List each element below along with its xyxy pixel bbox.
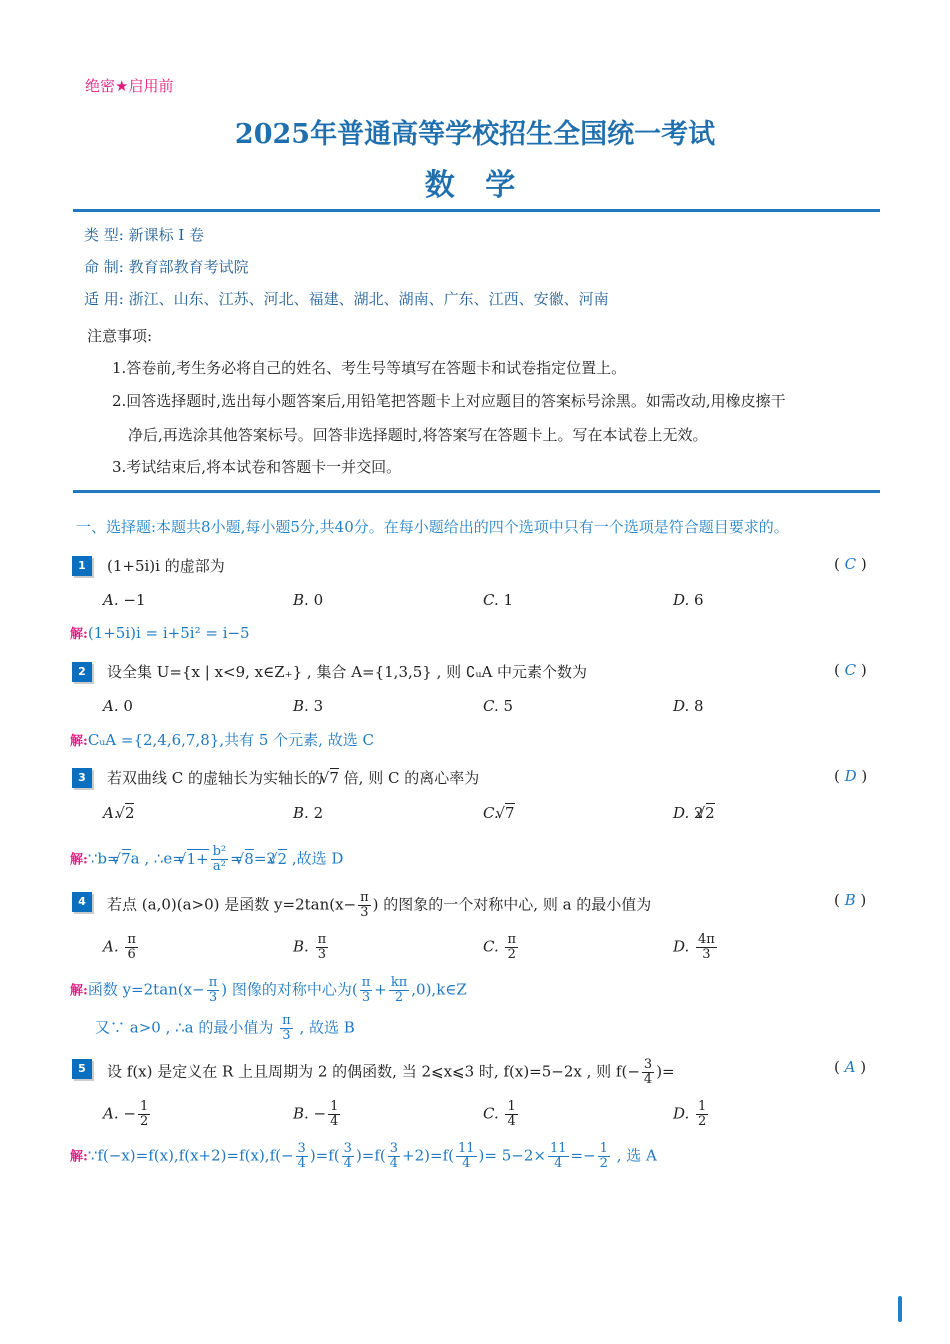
fraction (505, 933, 518, 962)
square-root: √ 7 (330, 768, 339, 787)
bracket-open: ( (834, 661, 845, 679)
math-text: ) 图像的对称中心为( (221, 980, 358, 999)
option-label: C. (483, 591, 504, 609)
numerator: π (507, 932, 517, 947)
math-text: CᵤA ={2,4,6,7,8},共有 5 个元素, 故选 C (87, 731, 374, 749)
option-label: A. − (103, 1104, 136, 1123)
numerator: π (360, 890, 369, 905)
square-root: √ 7 (505, 803, 514, 822)
numerator: 4π (698, 932, 715, 947)
square-root: √ 2 (278, 849, 287, 868)
bracket-open: ( (834, 1058, 845, 1076)
square-root: √ 8 (245, 849, 254, 868)
fraction (548, 1142, 569, 1171)
math-text: = (230, 849, 243, 868)
subject-title: 数 学 (424, 168, 526, 203)
denominator: 3 (702, 947, 711, 962)
numerator: 3 (389, 1141, 399, 1156)
math-text: 又∵ a>0 , ∴a 的最小值为 (95, 1018, 279, 1037)
fraction (388, 1142, 400, 1171)
option-label: D. (673, 804, 695, 822)
square-root: √ 2 (125, 803, 134, 822)
denominator: 3 (208, 990, 218, 1005)
notes-heading: 注意事项: (87, 327, 153, 345)
numerator: 11 (457, 1141, 475, 1156)
fraction (207, 976, 220, 1005)
numerator: π (127, 932, 136, 947)
answer-bracket (834, 1058, 866, 1076)
square-root: √ 1+ (187, 849, 209, 868)
answer-letter: D (844, 767, 857, 785)
option-d (673, 697, 704, 715)
answer-letter: B (844, 891, 856, 909)
page-mark (898, 1296, 902, 1322)
answer-bracket (834, 555, 867, 573)
paper-scope: 适 用: 浙江、山东、江苏、河北、福建、湖北、湖南、广东、江西、安徽、河南 (84, 290, 609, 308)
option-label: C. (483, 804, 504, 822)
question-stem (107, 891, 651, 920)
math-text: (1+5i)i 的虚部为 (107, 557, 225, 575)
solution-line (70, 976, 467, 1005)
fraction (505, 1100, 517, 1129)
option-d (673, 591, 704, 609)
math-text: 3 (313, 697, 324, 715)
option-label: B. (293, 804, 314, 822)
fraction (296, 1142, 308, 1171)
solution-label: 解: (70, 1149, 88, 1165)
option-a (103, 804, 134, 822)
math-text: 倍, 则 C 的离心率为 (338, 769, 480, 787)
section-heading: 一、选择题:本题共8小题,每小题5分,共40分。在每小题给出的四个选项中只有一个选项是符合题目要求的。 (76, 518, 789, 536)
math-text: 8 (694, 697, 704, 715)
numerator: 1 (698, 1099, 707, 1114)
denominator: 6 (127, 947, 136, 962)
note-item: 1.答卷前,考生务必将自己的姓名、考生号等填写在答题卡和试卷指定位置上。 (112, 359, 627, 377)
numerator: kπ (390, 975, 408, 990)
fraction (328, 1100, 340, 1129)
option-a (103, 591, 146, 609)
option-b (293, 591, 323, 609)
confidential-label: 绝密★启用前 (85, 77, 174, 95)
note-item: 净后,再选涂其他答案标号。回答非选择题时,将答案写在答题卡上。写在本试卷上无效。 (128, 426, 708, 444)
numerator: π (361, 975, 371, 990)
option-c (483, 591, 513, 609)
fraction (211, 845, 229, 874)
paper-type: 类 型: 新课标 I 卷 (84, 226, 205, 244)
solution-label: 解: (70, 734, 88, 749)
math-text: )=f( (355, 1146, 386, 1165)
math-text: 设 f(x) 是定义在 R 上且周期为 2 的偶函数, 当 2⩽x⩽3 时, f(x)=5−2x , 则 f(− (107, 1062, 640, 1081)
option-d (673, 1100, 710, 1129)
option-label: A. (103, 697, 124, 715)
question-stem (107, 767, 479, 788)
option-b (293, 804, 323, 822)
question-number-badge: 2 (72, 662, 92, 682)
question-number-badge: 4 (72, 892, 92, 912)
math-text: + (374, 980, 387, 999)
denominator: 4 (343, 1156, 352, 1171)
solution-label: 解: (70, 852, 88, 868)
bracket-close: ) (856, 767, 868, 785)
solution-line (70, 845, 343, 874)
fraction (138, 1100, 150, 1129)
denominator: 2 (507, 947, 516, 962)
option-label: D. (673, 1104, 695, 1123)
answer-letter: A (844, 1058, 856, 1076)
option-b (293, 933, 330, 962)
answer-bracket (834, 767, 867, 785)
option-c (483, 697, 513, 715)
bracket-close: ) (855, 1058, 867, 1076)
denominator: 2 (698, 1114, 707, 1129)
denominator: 2 (394, 990, 404, 1005)
math-text: ∵b= (87, 849, 120, 868)
math-text: 若点 (a,0)(a>0) 是函数 y=2tan(x− (107, 895, 357, 914)
numerator: 1 (330, 1099, 339, 1114)
denominator: 4 (297, 1156, 306, 1171)
option-b (293, 1100, 342, 1129)
bracket-close: ) (856, 555, 867, 573)
solution-label: 解: (70, 983, 88, 999)
fraction (642, 1058, 654, 1087)
option-label: D. (673, 591, 695, 609)
math-text: =− (570, 1146, 596, 1165)
math-text: ) 的图象的一个对称中心, 则 a 的最小值为 (372, 895, 652, 914)
exam-title: 2025年普通高等学校招生全国统一考试 (234, 119, 716, 150)
option-a (103, 697, 133, 715)
fraction (598, 1142, 610, 1171)
numerator: 3 (343, 1141, 352, 1156)
fraction (280, 1014, 293, 1043)
fraction (316, 933, 329, 962)
math-text: +2)=f( (402, 1146, 454, 1165)
bracket-close: ) (856, 661, 867, 679)
note-item: 3.考试结束后,将本试卷和答题卡一并交回。 (112, 458, 402, 476)
answer-bracket (834, 661, 867, 679)
solution-line (70, 1142, 657, 1171)
numerator: 11 (549, 1141, 567, 1156)
option-label: D. (673, 697, 695, 715)
paper-author: 命 制: 教育部教育考试院 (84, 258, 249, 276)
math-text: =2 (253, 849, 276, 868)
numerator: 1 (507, 1099, 516, 1114)
denominator: a² (212, 859, 226, 874)
option-d (673, 933, 719, 962)
fraction (696, 1100, 708, 1129)
option-b (293, 697, 323, 715)
numerator: 3 (297, 1141, 306, 1156)
math-text: 2 (313, 804, 324, 822)
question-stem (107, 555, 225, 576)
denominator: 4 (554, 1156, 563, 1171)
square-root: √ 7 (122, 849, 131, 868)
solution-line (95, 1014, 355, 1043)
answer-bracket (834, 891, 866, 909)
option-a (103, 1100, 152, 1129)
square-root: √ 2 (706, 803, 715, 822)
math-text: 函数 y=2tan(x− (87, 980, 205, 999)
denominator: 4 (643, 1072, 653, 1087)
answer-letter: C (844, 555, 857, 573)
math-text: )= (656, 1062, 675, 1081)
option-a (103, 933, 140, 962)
option-label: B. (293, 697, 314, 715)
math-text: 2 (694, 804, 704, 822)
denominator: 2 (599, 1156, 608, 1171)
fraction (125, 933, 138, 962)
math-text: )= 5−2× (478, 1146, 546, 1165)
fraction (389, 976, 409, 1005)
fraction (456, 1142, 477, 1171)
denominator: 3 (282, 1028, 291, 1043)
math-text: a , ∴e= (130, 849, 185, 868)
divider (73, 490, 880, 493)
denominator: 3 (361, 990, 371, 1005)
math-text: 0 (313, 591, 324, 609)
option-label: D. (673, 937, 695, 956)
math-text: −1 (123, 591, 146, 609)
option-label: A. (103, 937, 124, 956)
fraction (358, 891, 371, 920)
bracket-open: ( (834, 555, 845, 573)
math-text: ,0),k∈Z (411, 980, 467, 999)
option-c (483, 933, 520, 962)
math-text: 1 (503, 591, 514, 609)
math-text: ,故选 D (287, 849, 344, 868)
option-c (483, 1100, 520, 1129)
numerator: 3 (643, 1057, 653, 1072)
denominator: 4 (389, 1156, 399, 1171)
bracket-close: ) (855, 891, 867, 909)
question-number-badge: 3 (72, 768, 92, 788)
question-stem (107, 1058, 675, 1087)
math-text: 5 (503, 697, 514, 715)
option-label: B. − (293, 1104, 327, 1123)
solution-line (70, 623, 250, 642)
solution-label: 解: (70, 627, 88, 642)
option-label: A. (103, 591, 124, 609)
denominator: 4 (507, 1114, 516, 1129)
bracket-open: ( (834, 891, 845, 909)
math-text: (1+5i)i = i+5i² = i−5 (87, 624, 250, 642)
option-label: C. (483, 1104, 504, 1123)
denominator: 3 (317, 947, 326, 962)
question-stem (107, 661, 587, 682)
option-label: B. (293, 937, 314, 956)
option-label: C. (483, 697, 504, 715)
math-text: ∵f(−x)=f(x),f(x+2)=f(x),f(− (87, 1146, 294, 1165)
math-text: , 故选 B (294, 1018, 355, 1037)
math-text: 0 (123, 697, 133, 715)
fraction (342, 1142, 354, 1171)
math-text: 设全集 U={x | x<9, x∈Z₊} , 集合 A={1,3,5} , 则 ∁ᵤA 中元素个数为 (107, 663, 588, 681)
solution-line (70, 729, 374, 750)
math-text: 若双曲线 C 的虚轴长为实轴长的 (107, 769, 328, 787)
math-text: 6 (694, 591, 704, 609)
denominator: 2 (139, 1114, 149, 1129)
question-number-badge: 1 (72, 556, 92, 576)
option-label: A. (103, 804, 124, 822)
denominator: 4 (330, 1114, 339, 1129)
bracket-open: ( (834, 767, 845, 785)
question-number-badge: 5 (72, 1059, 92, 1079)
fraction (696, 933, 717, 962)
numerator: 1 (139, 1099, 149, 1114)
denominator: 3 (360, 905, 369, 920)
numerator: π (208, 975, 218, 990)
fraction (360, 976, 373, 1005)
answer-letter: C (844, 661, 857, 679)
divider (73, 209, 880, 212)
option-c (483, 804, 515, 822)
numerator: 1 (599, 1141, 608, 1156)
denominator: 4 (462, 1156, 471, 1171)
option-d (673, 804, 715, 822)
option-label: C. (483, 937, 504, 956)
option-label: B. (293, 591, 314, 609)
numerator: b² (212, 844, 227, 859)
numerator: π (282, 1013, 291, 1028)
numerator: π (317, 932, 327, 947)
math-text: , 选 A (611, 1146, 657, 1165)
note-item: 2.回答选择题时,选出每小题答案后,用铅笔把答题卡上对应题目的答案标号涂黑。如需改动,用橡皮擦干 (112, 392, 786, 410)
math-text: )=f( (309, 1146, 340, 1165)
